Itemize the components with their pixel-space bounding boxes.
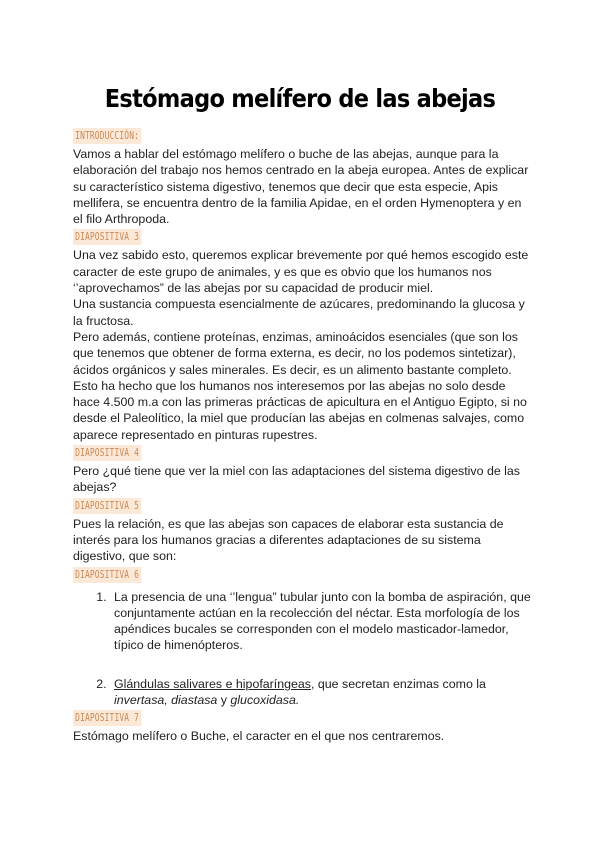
paragraph: Vamos a hablar del estómago melífero o buche de las abejas, aunque para la elaboración del trabajo nos hemos centrado en la abeja europea. Antes de explicar su característico sistema digestivo, tenemos que decir que esta especie, Apis mellifera, se encuentra dentro de la familia Apidae, en el orden Hymenoptera y en el filo Arthropoda. (73, 147, 529, 227)
list-item (110, 676, 531, 709)
section-heading-diapositiva-3: DIAPOSITIVA 3 (73, 229, 141, 245)
list-item-text: y (217, 693, 231, 708)
paragraph: Pero además, contiene proteínas, enzimas, aminoácidos esenciales (que son los que tenemos que obtener de forma externa, es decir, no los podemos sintetizar), ácidos orgánicos y sales minerales. Es decir, es un alimento bastante completo. (73, 329, 518, 377)
paragraph: Esto ha hecho que los humanos nos interesemos por las abejas no solo desde hace 4.500 m.a con las primeras prácticas de apicultura en el Antiguo Egipto, si no desde el Paleolítico, la miel que producían las abejas en colmenas salvajes, como aparece representado en pinturas rupestres. (73, 378, 527, 442)
list-item-text: , que secretan enzimas como la (311, 676, 486, 691)
underlined-text: Glándulas salivares e hipofaríngeas (114, 676, 311, 691)
list-item: 1. La presencia de una ‘’lengua” tubular junto con la bomba de aspiración, que conjuntamente actúan en la recolección del néctar. Esta morfología de los apéndices bucales se corresponden con el modelo masticador-lamedor, típico de himenópteros. (110, 589, 531, 654)
emphasis-text: invertasa, diastasa (114, 693, 218, 708)
adaptations-list (73, 589, 531, 709)
paragraph: Una vez sabido esto, queremos explicar brevemente por qué hemos escogido este caracter de este grupo de animales, y es que es obvio que los humanos nos ‘’aprovechamos” de las abejas por su capacidad de producir miel. (73, 248, 529, 296)
section-heading-diapositiva-6: DIAPOSITIVA 6 (73, 567, 141, 583)
section-heading-diapositiva-7: DIAPOSITIVA 7 (73, 710, 141, 726)
document-title: Estómago melífero de las abejas (104, 84, 496, 113)
emphasis-text: glucoxidasa. (230, 693, 300, 708)
paragraph: Una sustancia compuesta esencialmente de azúcares, predominando la glucosa y la fructosa. (73, 297, 525, 328)
paragraph: Pues la relación, es que las abejas son capaces de elaborar esta sustancia de interés para los humanos gracias a diferentes adaptaciones de su sistema digestivo, que son: (73, 516, 504, 564)
section-heading-intro: INTRODUCCIÓN: (73, 128, 141, 144)
paragraph: Pero ¿qué tiene que ver la miel con las adaptaciones del sistema digestivo de las abejas? (73, 464, 521, 495)
document-body (73, 126, 531, 745)
paragraph: Estómago melífero o Buche, el caracter en el que nos centraremos. (73, 729, 445, 744)
section-heading-diapositiva-4: DIAPOSITIVA 4 (73, 445, 141, 461)
section-heading-diapositiva-5: DIAPOSITIVA 5 (73, 498, 141, 514)
